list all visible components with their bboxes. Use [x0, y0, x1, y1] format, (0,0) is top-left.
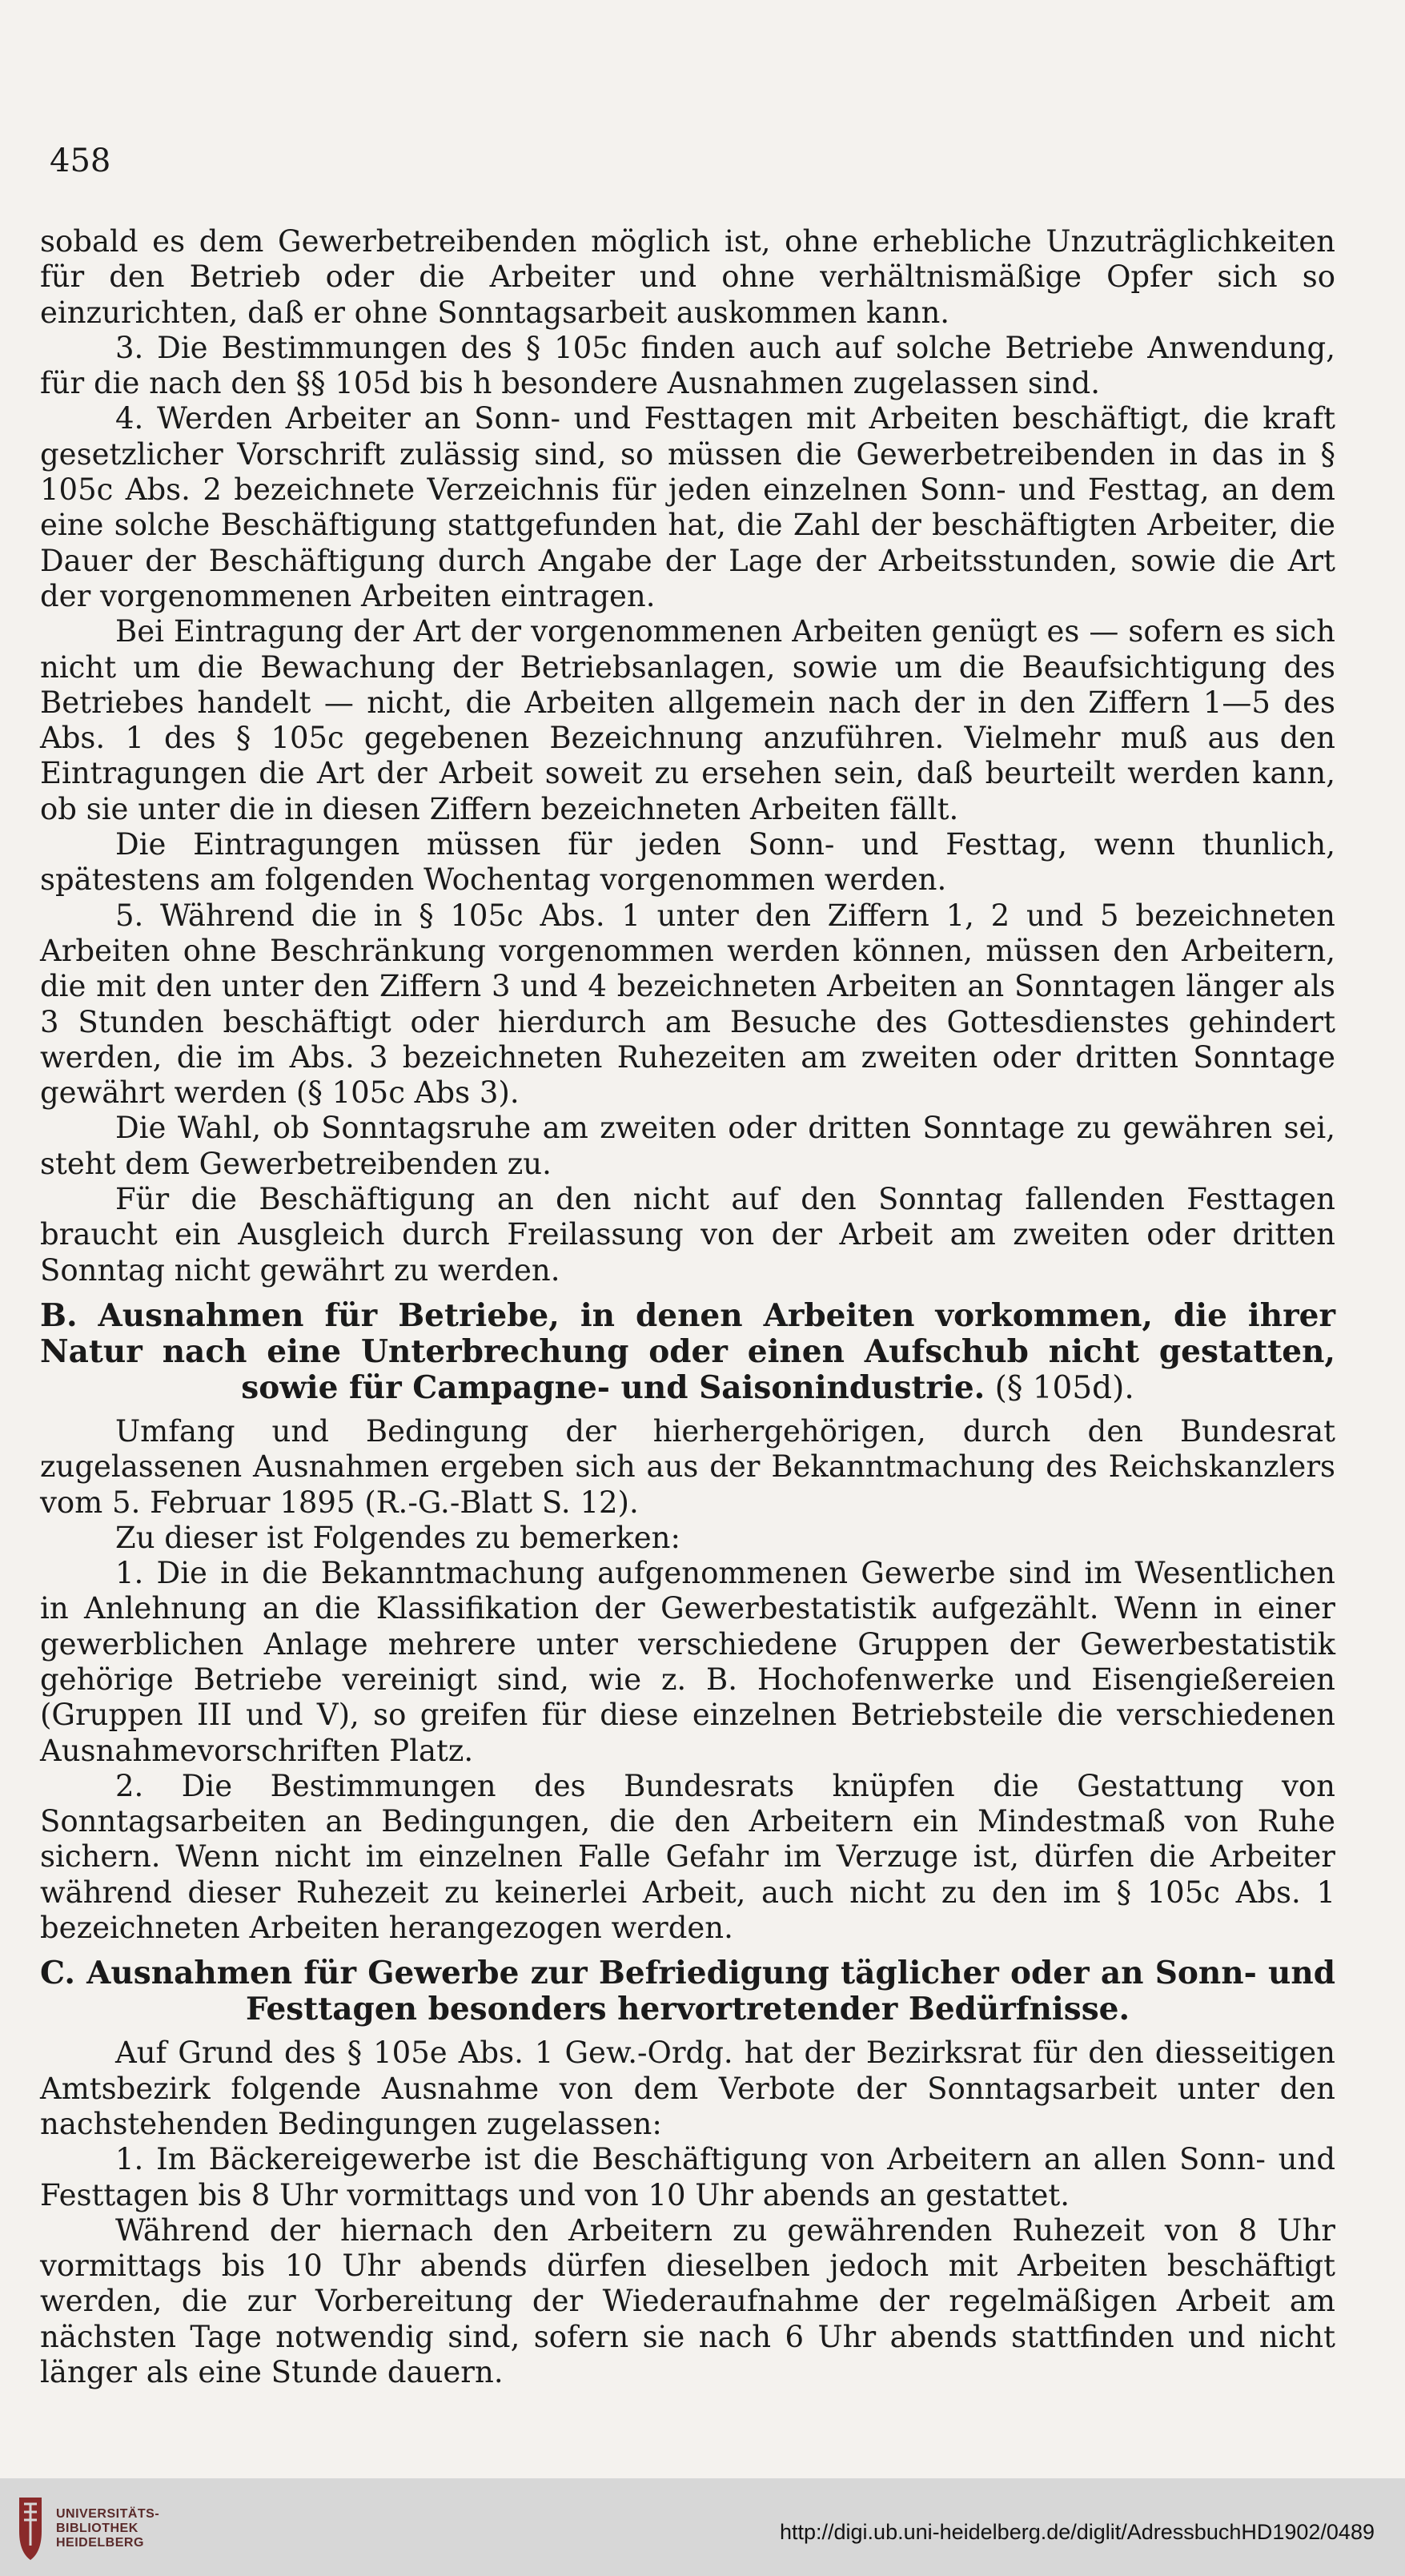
body-paragraph: 5. Während die in § 105c Abs. 1 unter den Ziffern 1, 2 und 5 bezeichneten Arbeiten ohne Beschränkung vorgenommen werden können, müssen den Arbeitern, die mit den unter den Ziffern 3 und 4 bezeichneten Arbeiten an Sonntagen länger als 3 Stunden beschäftigt oder hierdurch am Besuche des Gottesdienstes gehindert werden, die im Abs. 3 bezeichneten Ruhezeiten am zweiten oder dritten Sonntage gewährt werden (§ 105c Abs 3). — [40, 898, 1335, 1111]
logo-line: BIBLIOTHEK — [56, 2522, 138, 2535]
body-paragraph: Zu dieser ist Folgendes zu bemerken: — [115, 1520, 680, 1555]
source-url-link[interactable]: http://digi.ub.uni-heidelberg.de/diglit/AdressbuchHD1902/0489 — [779, 2520, 1375, 2544]
body-paragraph: 1. Die in die Bekanntmachung aufgenommenen Gewerbe sind im Wesentlichen in Anlehnung an die Klassifikation der Gewerbestatistik aufgezählt. Wenn in einer gewerblichen Anlage mehrere unter verschiedene Gruppen der Gewerbestatistik gehörige Betriebe vereinigt sind, wie z. B. Hochofenwerke und Eisengießereien (Gruppen III und V), so greifen für diese einzelnen Betriebsteile die verschiedenen Ausnahmevorschriften Platz. — [40, 1556, 1335, 1768]
page-number: 458 — [50, 143, 111, 179]
body-paragraph: sobald es dem Gewerbetreibenden möglich ist, ohne erhebliche Unzuträglichkeiten für den Betrieb oder die Arbeiter und ohne verhältnismäßige Opfer sich so einzurichten, daß er ohne Sonntagsarbeit auskommen kann. — [40, 224, 1335, 330]
body-paragraph: Während der hiernach den Arbeitern zu gewährenden Ruhezeit von 8 Uhr vormittags bis 10 Uhr abends dürfen dieselben jedoch mit Arbeiten beschäftigt werden, die zur Vorbereitung der Wiederaufnahme der regelmäßigen Arbeit am nächsten Tage notwendig sind, sofern sie nach 6 Uhr abends stattfinden und nicht länger als eine Stunde dauern. — [40, 2212, 1335, 2390]
body-paragraph: Die Wahl, ob Sonntagsruhe am zweiten oder dritten Sonntage zu gewähren sei, steht dem Gewerbetreibenden zu. — [40, 1111, 1335, 1181]
body-paragraph: Bei Eintragung der Art der vorgenommenen Arbeiten genügt es — sofern es sich nicht um die Bewachung der Betriebsanlagen, sowie um die Beaufsichtigung des Betriebes handelt — nicht, die Arbeiten allgemein nach der in den Ziffern 1—5 des Abs. 1 des § 105c gegebenen Bezeichnung anzuführen. Vielmehr muß aus den Eintragungen die Art der Arbeit soweit zu ersehen sein, daß beurteilt werden kann, ob sie unter die in diesen Ziffern bezeichneten Arbeiten fällt. — [40, 614, 1335, 826]
section-heading — [40, 1298, 1335, 1406]
body-paragraph: 4. Werden Arbeiter an Sonn- und Festtagen mit Arbeiten beschäftigt, die kraft gesetzlicher Vorschrift zulässig sind, so müssen die Gewerbetreibenden in das in § 105c Abs. 2 bezeichnete Verzeichnis für jeden einzelnen Sonn- und Festtag, an dem eine solche Beschäftigung stattgefunden hat, die Zahl der beschäftigten Arbeiter, die Dauer der Beschäftigung durch Angabe der Lage der Arbeitsstunden, sowie die Art der vorgenommenen Arbeiten eintragen. — [40, 401, 1335, 613]
logo-line: HEIDELBERG — [56, 2536, 144, 2550]
body-paragraph: 3. Die Bestimmungen des § 105c finden auch auf solche Betriebe Anwendung, für die nach den §§ 105d bis h besondere Ausnahmen zugelassen sind. — [40, 330, 1335, 401]
body-paragraph: 2. Die Bestimmungen des Bundesrats knüpfen die Gestattung von Sonntagsarbeiten an Bedingungen, die den Arbeitern ein Mindestmaß von Ruhe sichern. Wenn nicht im einzelnen Falle Gefahr im Verzuge ist, dürfen die Arbeiter während dieser Ruhezeit zu keinerlei Arbeit, auch nicht zu den im § 105c Abs. 1 bezeichneten Arbeiten herangezogen werden. — [40, 1768, 1335, 1946]
library-logo[interactable] — [16, 2496, 159, 2562]
logo-text — [56, 2507, 159, 2550]
section-heading — [40, 1955, 1335, 2027]
section-reference: (§ 105d). — [985, 1369, 1134, 1406]
section-heading-text: B. Ausnahmen für Betriebe, in denen Arbeiten vorkommen, die ihrer Natur nach eine Unterbrechung oder einen Aufschub nicht gestatten, sowie für Campagne- und Saisonindustrie. — [40, 1296, 1335, 1406]
body-paragraph: 1. Im Bäckereigewerbe ist die Beschäftigung von Arbeitern an allen Sonn- und Festtagen bis 8 Uhr vormittags und von 10 Uhr abends an gestattet. — [40, 2142, 1335, 2212]
seal-icon — [16, 2496, 45, 2562]
logo-line: UNIVERSITÄTS- — [56, 2507, 160, 2521]
section-heading-text: C. Ausnahmen für Gewerbe zur Befriedigung täglicher oder an Sonn- und Festtagen besonders hervortretender Bedürfnisse. — [40, 1955, 1335, 2028]
body-paragraph: Die Eintragungen müssen für jeden Sonn- und Festtag, wenn thunlich, spätestens am folgenden Wochentag vorgenommen werden. — [40, 827, 1335, 898]
document-body — [40, 224, 1335, 2390]
body-paragraph: Auf Grund des § 105e Abs. 1 Gew.-Ordg. hat der Bezirksrat für den diesseitigen Amtsbezirk folgende Ausnahme von dem Verbote der Sonntagsarbeit unter den nachstehenden Bedingungen zugelassen: — [40, 2035, 1335, 2141]
footer-bar — [0, 2478, 1405, 2576]
body-paragraph: Umfang und Bedingung der hierhergehörigen, durch den Bundesrat zugelassenen Ausnahmen ergeben sich aus der Bekanntmachung des Reichskanzlers vom 5. Februar 1895 (R.-G.-Blatt S. 12). — [40, 1413, 1335, 1520]
body-paragraph: Für die Beschäftigung an den nicht auf den Sonntag fallenden Festtagen braucht ein Ausgleich durch Freilassung von der Arbeit am zweiten oder dritten Sonntag nicht gewährt zu werden. — [40, 1182, 1335, 1288]
